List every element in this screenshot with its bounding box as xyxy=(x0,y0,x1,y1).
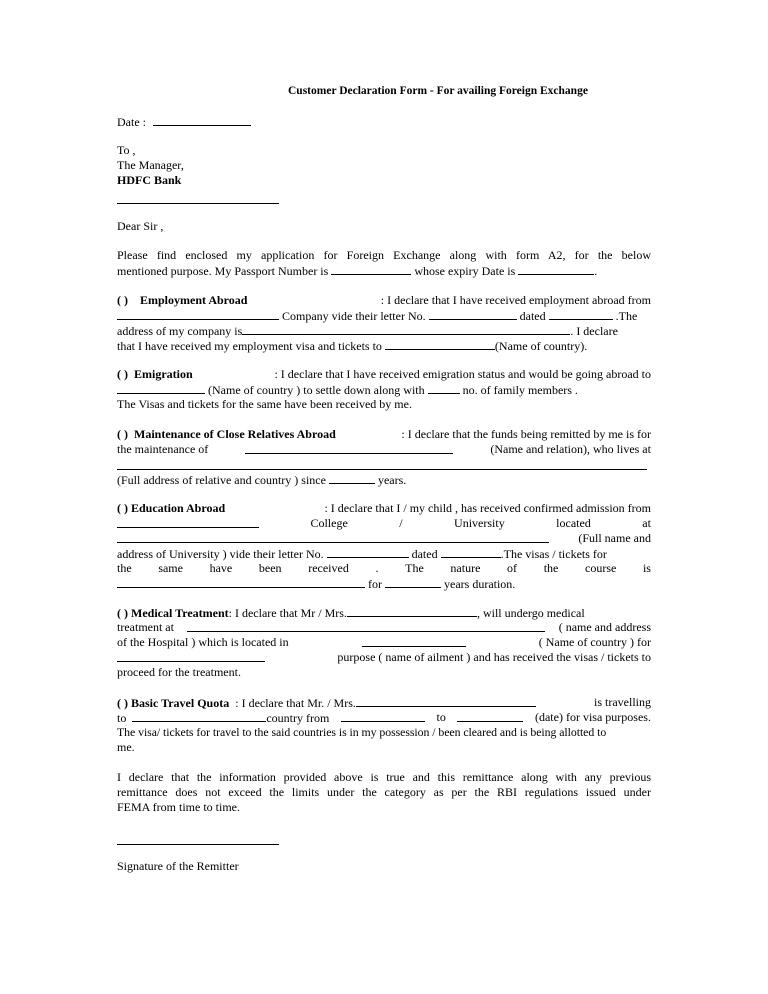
education-line-1: ( ) Education Abroad : I declare that I / my child , has received confirmed admission from xyxy=(117,501,651,515)
date-row xyxy=(117,114,251,130)
maintenance-address-field[interactable] xyxy=(117,469,647,470)
maintenance-years-field[interactable] xyxy=(329,472,375,484)
medical-line-5: proceed for the treatment. xyxy=(117,665,241,679)
medical-ailment-field[interactable] xyxy=(117,650,265,662)
travel-heading: Basic Travel Quota xyxy=(131,696,230,710)
education-heading: Education Abroad xyxy=(131,501,226,515)
education-checkbox[interactable]: ( ) xyxy=(117,501,128,515)
education-duration-field[interactable] xyxy=(385,576,441,588)
emigration-line-3: The Visas and tickets for the same have been received by me. xyxy=(117,397,412,411)
date-field[interactable] xyxy=(153,114,251,126)
signature-label: Signature of the Remitter xyxy=(117,859,239,873)
education-line-4: address of University ) vide their letter No. dated .The visas / tickets for xyxy=(117,547,607,561)
employment-heading: Employment Abroad xyxy=(140,293,248,307)
travel-from-date-field[interactable] xyxy=(341,710,425,722)
final-line-2: remittance does not exceed the limits under the category as per the RBI regulations issued under xyxy=(117,785,651,799)
education-line-2: College / University located at xyxy=(117,516,651,531)
travel-line-2: to country from to (date) for visa purposes. xyxy=(117,710,651,725)
emigration-checkbox[interactable]: ( ) xyxy=(117,367,128,381)
employment-company-field[interactable] xyxy=(117,308,279,320)
intro-line-1: Please find enclosed my application for Foreign Exchange along with form A2, for the below xyxy=(117,248,651,262)
emigration-line-2: (Name of country ) to settle down along with no. of family members . xyxy=(117,382,651,398)
salutation: Dear Sir , xyxy=(117,219,164,233)
date-label: Date : xyxy=(117,115,146,129)
form-title: Customer Declaration Form - For availing Foreign Exchange xyxy=(288,85,588,97)
education-line-3: (Full name and xyxy=(117,531,651,546)
travel-name-field[interactable] xyxy=(356,695,536,707)
travel-destination-field[interactable] xyxy=(132,710,266,722)
bank-name: HDFC Bank xyxy=(117,173,182,187)
maintenance-line-3: (Full address of relative and country ) since years. xyxy=(117,473,407,487)
employment-line-2: Company vide their letter No. dated .The xyxy=(117,308,651,324)
employment-letter-no-field[interactable] xyxy=(429,308,517,320)
travel-line-4: me. xyxy=(117,740,135,754)
employment-checkbox[interactable]: ( ) xyxy=(117,293,128,307)
medical-hospital-field[interactable] xyxy=(187,620,545,632)
travel-line-1: ( ) Basic Travel Quota : I declare that Mr. / Mrs. is travelling xyxy=(117,695,651,710)
passport-expiry-field[interactable] xyxy=(518,263,594,275)
education-course-field[interactable] xyxy=(117,576,365,588)
manager-line: The Manager, xyxy=(117,158,184,172)
maintenance-line-2: the maintenance of (Name and relation), who lives at xyxy=(117,442,651,456)
employment-line-4: that I have received my employment visa and tickets to (Name of country). xyxy=(117,339,588,353)
employment-company-address-field[interactable] xyxy=(242,323,570,335)
education-letter-no-field[interactable] xyxy=(327,546,409,558)
maintenance-name-relation-field[interactable] xyxy=(245,442,453,454)
travel-to-date-field[interactable] xyxy=(457,710,523,722)
emigration-family-count-field[interactable] xyxy=(428,382,460,394)
travel-line-3: The visa/ tickets for travel to the said countries is in my possession / been cleared and is being allotted to xyxy=(117,725,607,739)
bank-branch-field[interactable] xyxy=(117,203,279,204)
travel-checkbox[interactable]: ( ) xyxy=(117,696,128,710)
final-line-3: FEMA from time to time. xyxy=(117,800,240,814)
employment-country-field[interactable] xyxy=(385,338,495,350)
medical-line-2: treatment at ( name and address xyxy=(117,620,651,634)
emigration-heading: Emigration xyxy=(134,367,193,381)
medical-checkbox[interactable]: ( ) xyxy=(117,606,128,620)
employment-line-1: ( ) Employment Abroad : I declare that I have received employment abroad from xyxy=(117,293,651,307)
education-college-field[interactable] xyxy=(117,516,259,528)
education-line-5: the same have been received . The nature of the course is xyxy=(117,561,651,575)
signature-field[interactable] xyxy=(117,844,279,845)
passport-number-field[interactable] xyxy=(331,263,411,275)
medical-line-1: ( ) Medical Treatment: I declare that Mr / Mrs. , will undergo medical xyxy=(117,606,585,620)
medical-line-3: of the Hospital ) which is located in ( Name of country ) for xyxy=(117,635,651,649)
employment-line-3: address of my company is . I declare xyxy=(117,324,618,338)
emigration-country-field[interactable] xyxy=(117,382,205,394)
medical-heading: Medical Treatment xyxy=(131,606,229,620)
maintenance-heading: Maintenance of Close Relatives Abroad xyxy=(134,427,336,441)
education-dated-field[interactable] xyxy=(441,546,501,558)
education-university-field[interactable] xyxy=(117,531,549,543)
medical-country-field[interactable] xyxy=(362,635,466,647)
education-line-6: for years duration. xyxy=(117,576,515,592)
employment-dated-field[interactable] xyxy=(549,308,613,320)
emigration-line-1: ( ) Emigration : I declare that I have received emigration status and would be going abroad to xyxy=(117,367,651,381)
maintenance-checkbox[interactable]: ( ) xyxy=(117,427,128,441)
medical-line-4: purpose ( name of ailment ) and has received the visas / tickets to xyxy=(117,650,651,665)
to-line: To , xyxy=(117,143,136,157)
medical-patient-name-field[interactable] xyxy=(347,605,477,617)
maintenance-line-1: ( ) Maintenance of Close Relatives Abroad : I declare that the funds being remitted by me is for xyxy=(117,427,651,441)
final-line-1: I declare that the information provided above is true and this remittance along with any previous xyxy=(117,770,651,784)
intro-line-2: mentioned purpose. My Passport Number is whose expiry Date is . xyxy=(117,264,598,278)
